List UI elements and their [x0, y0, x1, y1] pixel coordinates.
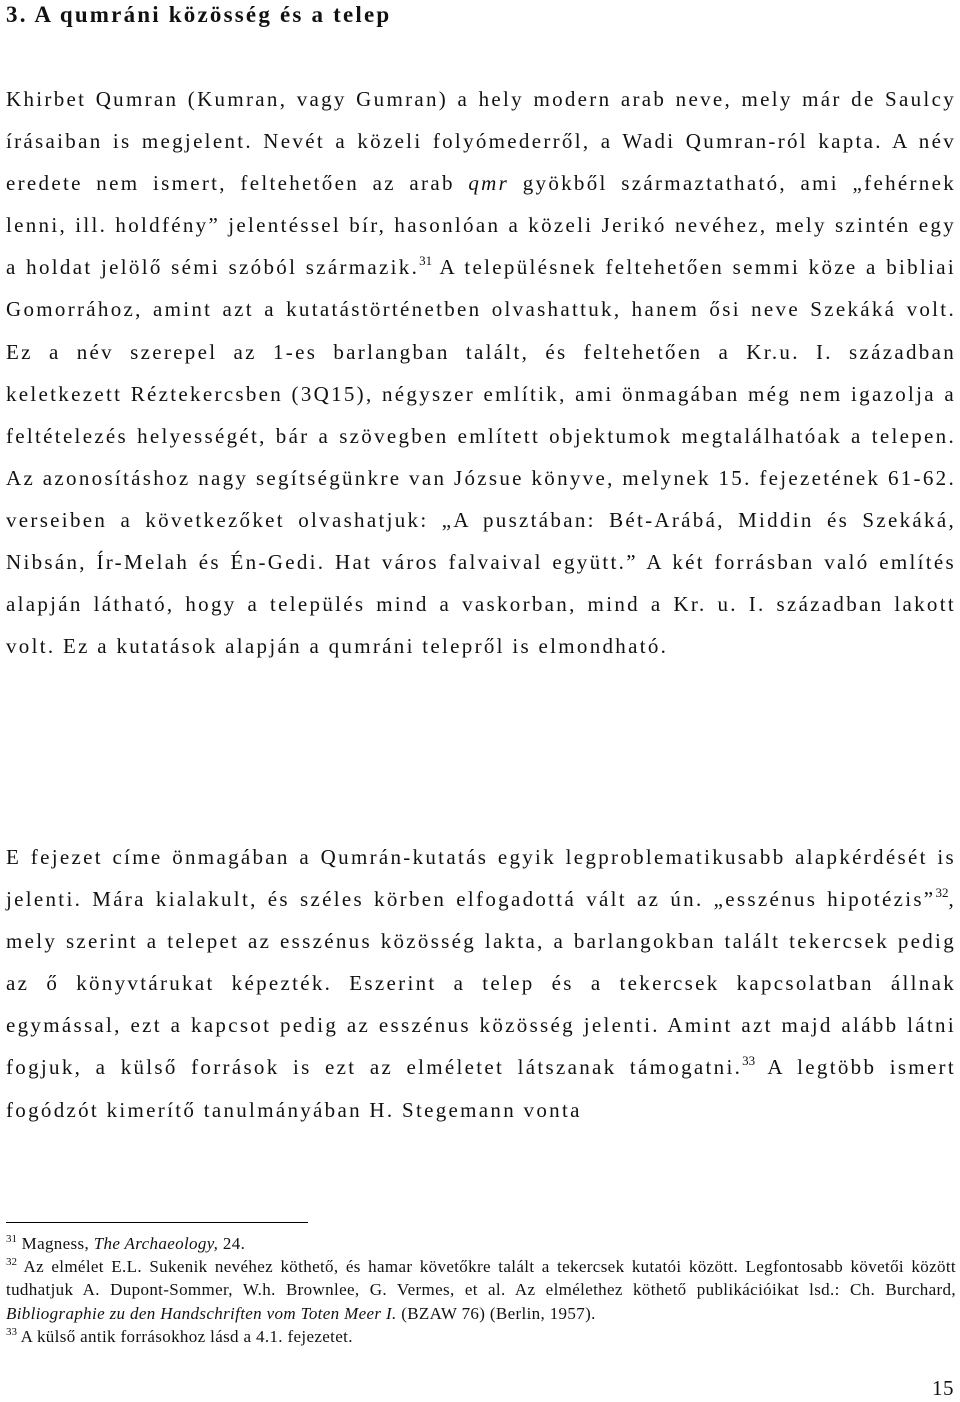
footnote-31: $^{31}$ Magness, The Archaeology, 24.	[6, 1233, 246, 1253]
paragraph-1: Khirbet Qumran (Kumran, vagy Gumran) a hely modern arab neve, mely már de Saulcy írásaiban is megjelent. Nevét a közeli folyómederről, a Wadi Qumran-ról kapta. A név eredete nem ismert, feltehetően az arab qmr gyökből származtatható, ami „fehérnek lenni, ill. holdfény” jelentéssel bír, hasonlóan a közeli Jerikó nevéhez, mely szintén egy a holdat jelölő sémi szóból származik.$^{31}$ A településnek feltehetően semmi köze a bibliai Gomorrához, amint azt a kutatástörténetben olvashattuk, hanem ősi neve Szekáká volt. Ez a név szerepel az 1-es barlangban talált, és feltehetően a Kr.u. I. században keletkezett Réztekercsben (3Q15), négyszer említik, ami önmagában még nem igazolja a feltételezés helyességét, bár a szövegben említett objektumok megtalálhatóak a telepen. Az azonosításhoz nagy segítségünkre van Józsue könyve, melynek 15. fejezetének 61-62. verseiben a következőket olvashatjuk: „A pusztában: Bét-Arábá, Middin és Szekáká, Nibsán, Ír-Melah és Én-Gedi. Hat város falvaival együtt.” A két forrásban való említés alapján látható, hogy a település mind a vaskorban, mind a Kr. u. I. században lakott volt. Ez a kutatások alapján a qumráni telepről is elmondható.	[6, 87, 957, 659]
footnote-ref-33[interactable]: 33	[742, 1053, 756, 1069]
footnotes	[6, 1232, 956, 1348]
footnote-ref-32[interactable]: 32	[935, 885, 949, 901]
footnote-32: $^{32}$ Az elmélet E.L. Sukenik nevéhez köthető, és hamar követőkre talált a tekercsek kutatói között. Legfontosabb követői között tudhatjuk A. Dupont-Sommer, W.h. Brownlee, G. Vermes, et al. Az elmélethez köthető publikációikat lsd.: Ch. Burchard, Bibliographie zu den Handschriften vom Toten Meer I. (BZAW 76) (Berlin, 1957).	[6, 1256, 956, 1323]
footnote-33: $^{33}$ A külső antik forrásokhoz lásd a 4.1. fejezetet.	[6, 1325, 353, 1346]
page-number: 15	[932, 1376, 954, 1400]
emphasis-qmr: qmr	[468, 171, 510, 196]
footnote-ref-31[interactable]: 31	[419, 253, 433, 269]
paragraph-2: E fejezet címe önmagában a Qumrán-kutatás egyik legproblematikusabb alapkérdését is jelenti. Mára kialakult, és széles körben elfogadottá vált az ún. „esszénus hipotézis”$^{32}$, mely szerint a telepet az esszénus közösség lakta, a barlangokban talált tekercsek pedig az ő könyvtárukat képezték. Eszerint a telep és a tekercsek kapcsolatban állnak egymással, ezt a kapcsot pedig az esszénus közösség jelenti. Amint azt majd alább látni fogjuk, a külső források is ezt az elméletet látszanak támogatni.$^{33}$ A legtöbb ismert fogódzót kimerítő tanulmányában H. Stegemann vonta	[6, 845, 956, 1122]
footnote-divider	[6, 1222, 308, 1223]
section-heading: 3. A qumráni közösség és a telep	[6, 2, 392, 27]
